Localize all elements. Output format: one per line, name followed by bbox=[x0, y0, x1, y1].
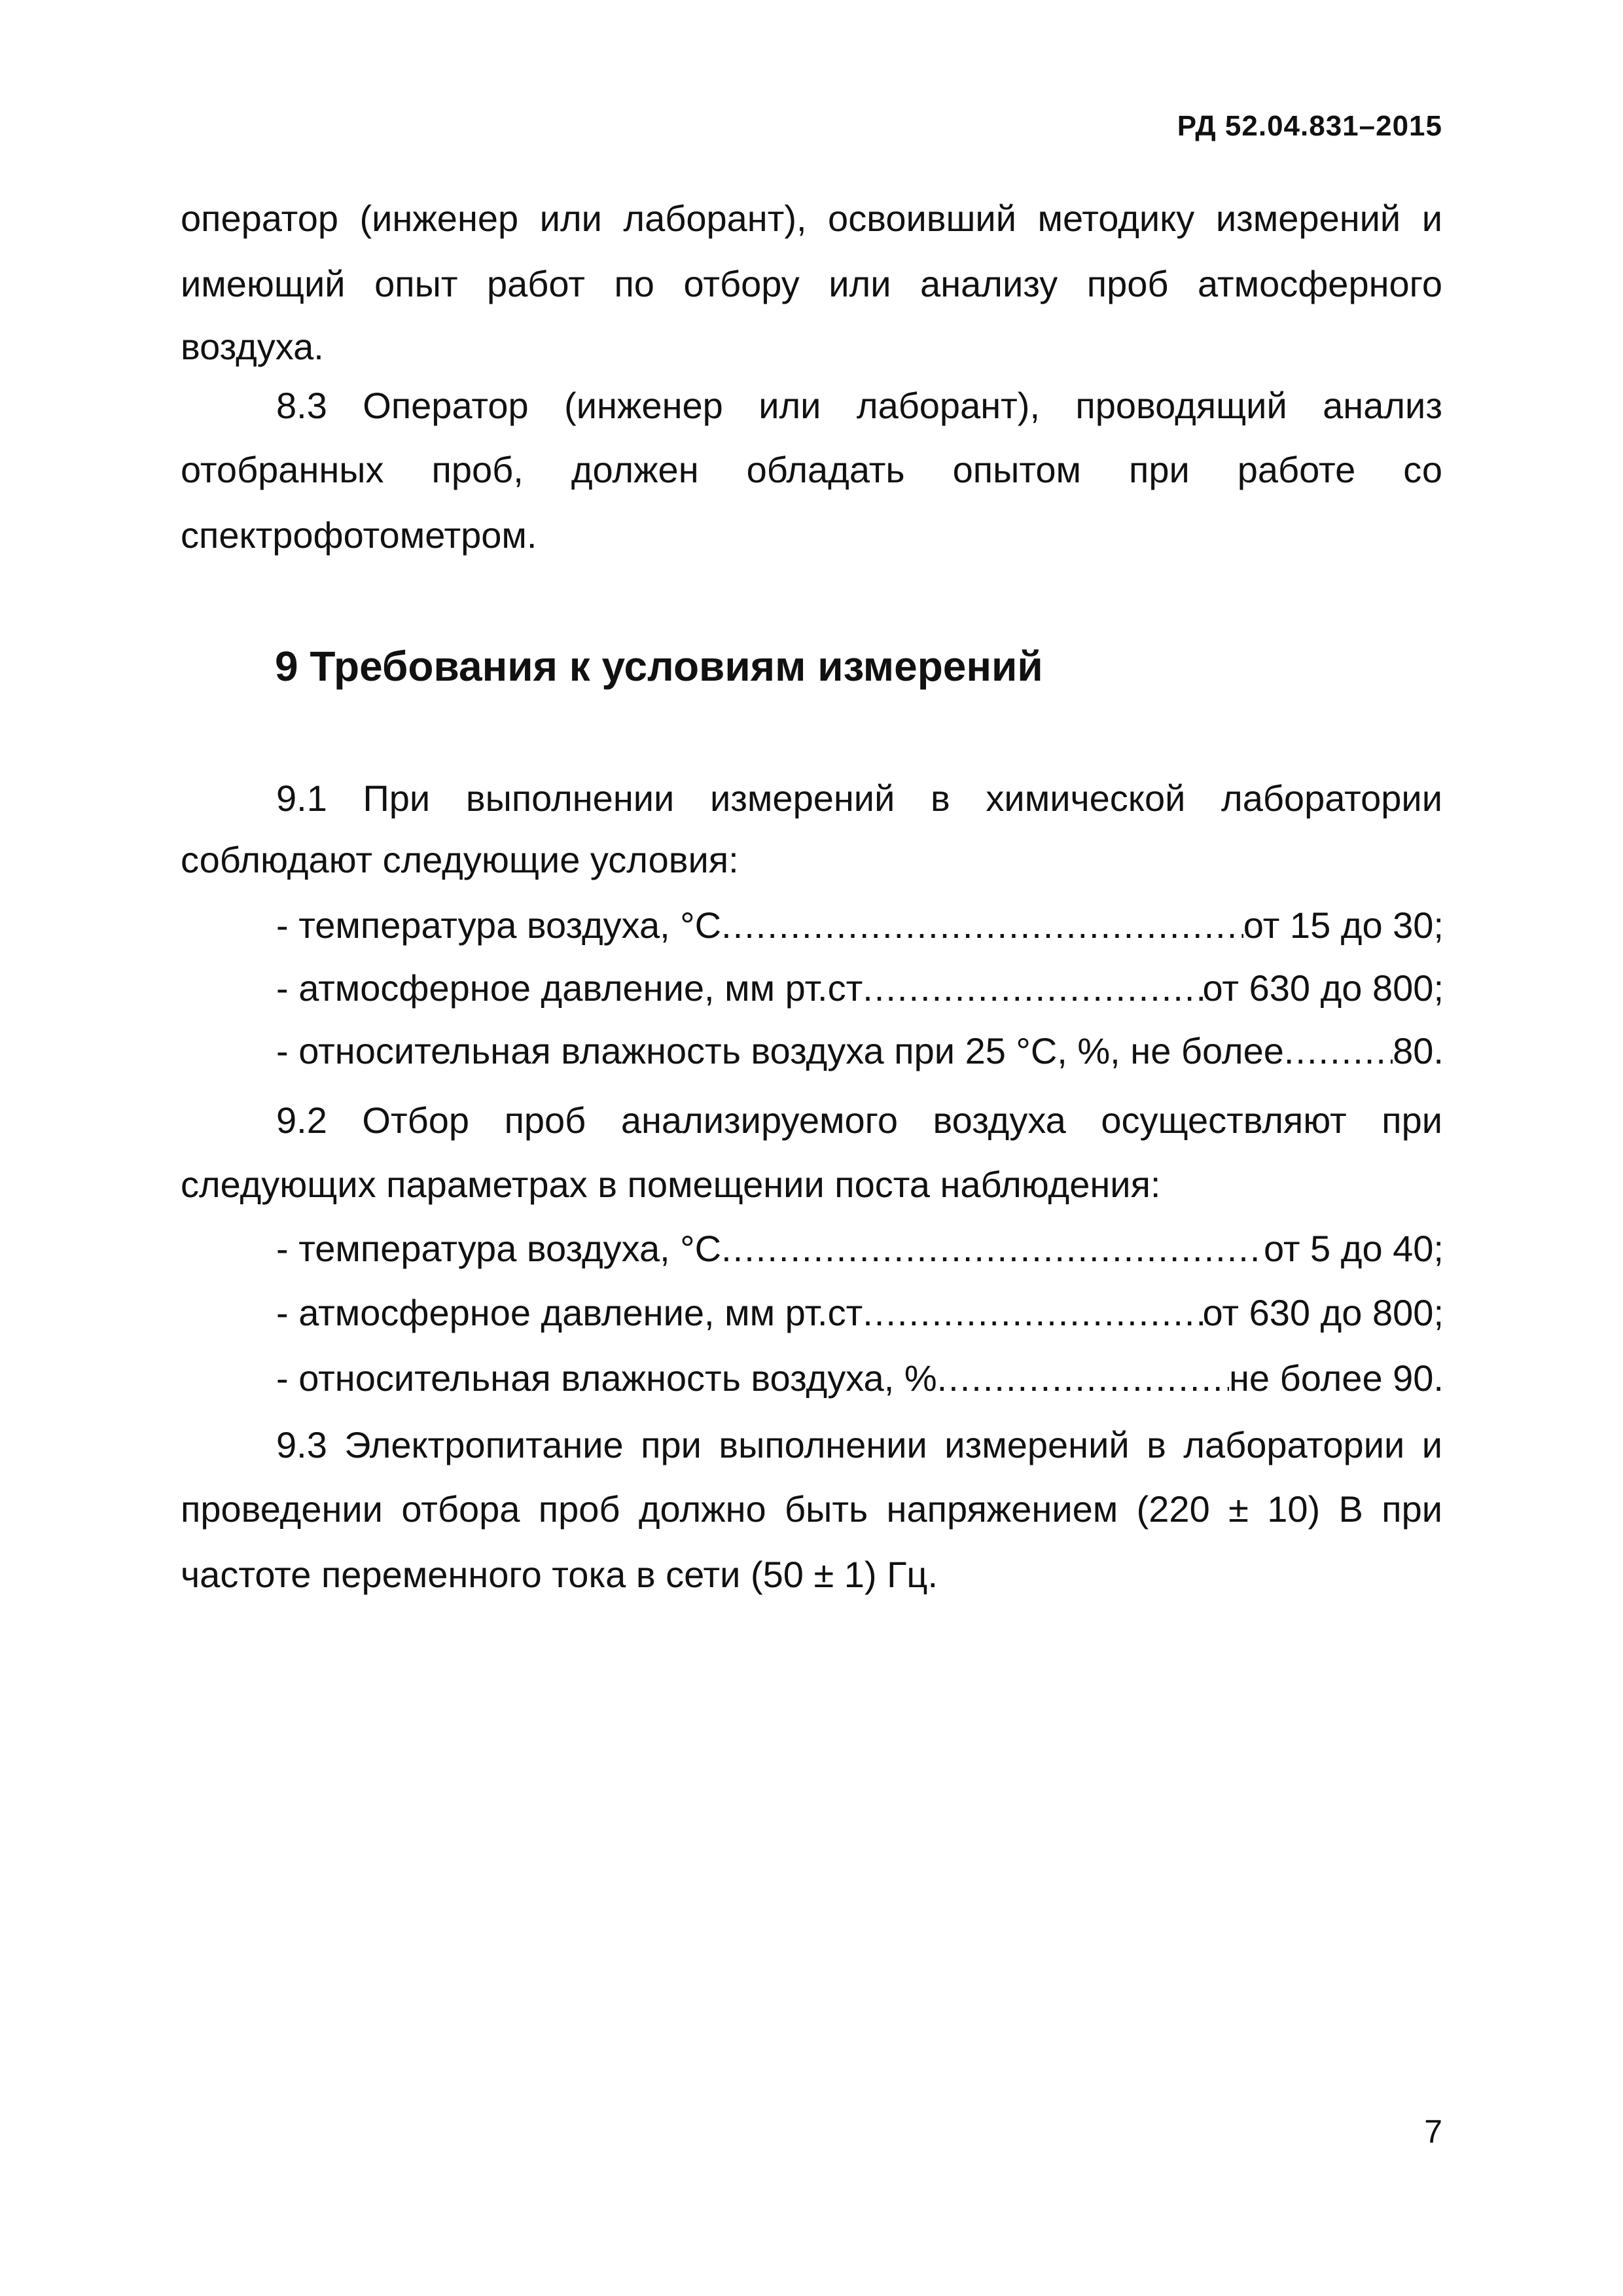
condition-value: не более 90. bbox=[1229, 1357, 1444, 1399]
condition-lab-pressure bbox=[276, 956, 1444, 1021]
leader-dots bbox=[863, 956, 1202, 1021]
p9-3-line-3: частоте переменного тока в сети (50 ± 1) Гц. bbox=[181, 1554, 938, 1595]
intro-line-2: имеющий опыт работ по отбору или анализу проб атмосферного bbox=[181, 263, 1442, 304]
p8-3-line-1: 8.3 Оператор (инженер или лаборант), проводящий анализ bbox=[276, 385, 1442, 426]
condition-lab-humidity bbox=[276, 1018, 1444, 1084]
condition-value: от 15 до 30; bbox=[1243, 905, 1444, 946]
condition-value: от 5 до 40; bbox=[1263, 1228, 1444, 1269]
p9-1-line-1: 9.1 При выполнении измерений в химической лаборатории bbox=[276, 778, 1442, 819]
leader-dots bbox=[1284, 1018, 1393, 1084]
condition-label: - температура воздуха, °С bbox=[276, 905, 722, 946]
intro-line-1: оператор (инженер или лаборант), освоивший методику измерений и bbox=[181, 198, 1442, 239]
leader-dots bbox=[863, 1280, 1202, 1346]
page-number: 7 bbox=[1424, 2113, 1442, 2150]
condition-label: - температура воздуха, °С bbox=[276, 1228, 722, 1269]
condition-post-pressure bbox=[276, 1280, 1444, 1346]
condition-label: - атмосферное давление, мм рт.ст bbox=[276, 967, 863, 1009]
p8-3-line-3: спектрофотометром. bbox=[181, 514, 537, 556]
condition-label: - атмосферное давление, мм рт.ст bbox=[276, 1292, 863, 1333]
document-code: РД 52.04.831–2015 bbox=[1177, 110, 1442, 142]
p9-2-line-2: следующих параметрах в помещении поста наблюдения: bbox=[181, 1164, 1161, 1205]
p9-3-line-2: проведении отбора проб должно быть напряжением (220 ± 10) В при bbox=[181, 1488, 1442, 1530]
p9-2-line-1: 9.2 Отбор проб анализируемого воздуха осуществляют при bbox=[276, 1100, 1442, 1141]
condition-label: - относительная влажность воздуха, % bbox=[276, 1357, 937, 1399]
p9-3-line-1: 9.3 Электропитание при выполнении измерений в лаборатории и bbox=[276, 1424, 1442, 1465]
condition-value: 80. bbox=[1393, 1030, 1444, 1071]
condition-lab-temperature bbox=[276, 893, 1444, 958]
p8-3-line-2: отобранных проб, должен обладать опытом при работе со bbox=[181, 449, 1442, 490]
condition-value: от 630 до 800; bbox=[1202, 1292, 1444, 1333]
condition-value: от 630 до 800; bbox=[1202, 967, 1444, 1009]
leader-dots bbox=[937, 1346, 1229, 1411]
leader-dots bbox=[721, 893, 1243, 958]
condition-post-temperature bbox=[276, 1216, 1444, 1282]
p9-1-line-2: соблюдают следующие условия: bbox=[181, 839, 739, 880]
leader-dots bbox=[721, 1216, 1264, 1282]
condition-label: - относительная влажность воздуха при 25 °С, %, не более bbox=[276, 1030, 1284, 1071]
intro-line-3: воздуха. bbox=[181, 326, 324, 367]
section-9-heading: 9 Требования к условиям измерений bbox=[275, 643, 1043, 690]
condition-post-humidity bbox=[276, 1346, 1444, 1411]
